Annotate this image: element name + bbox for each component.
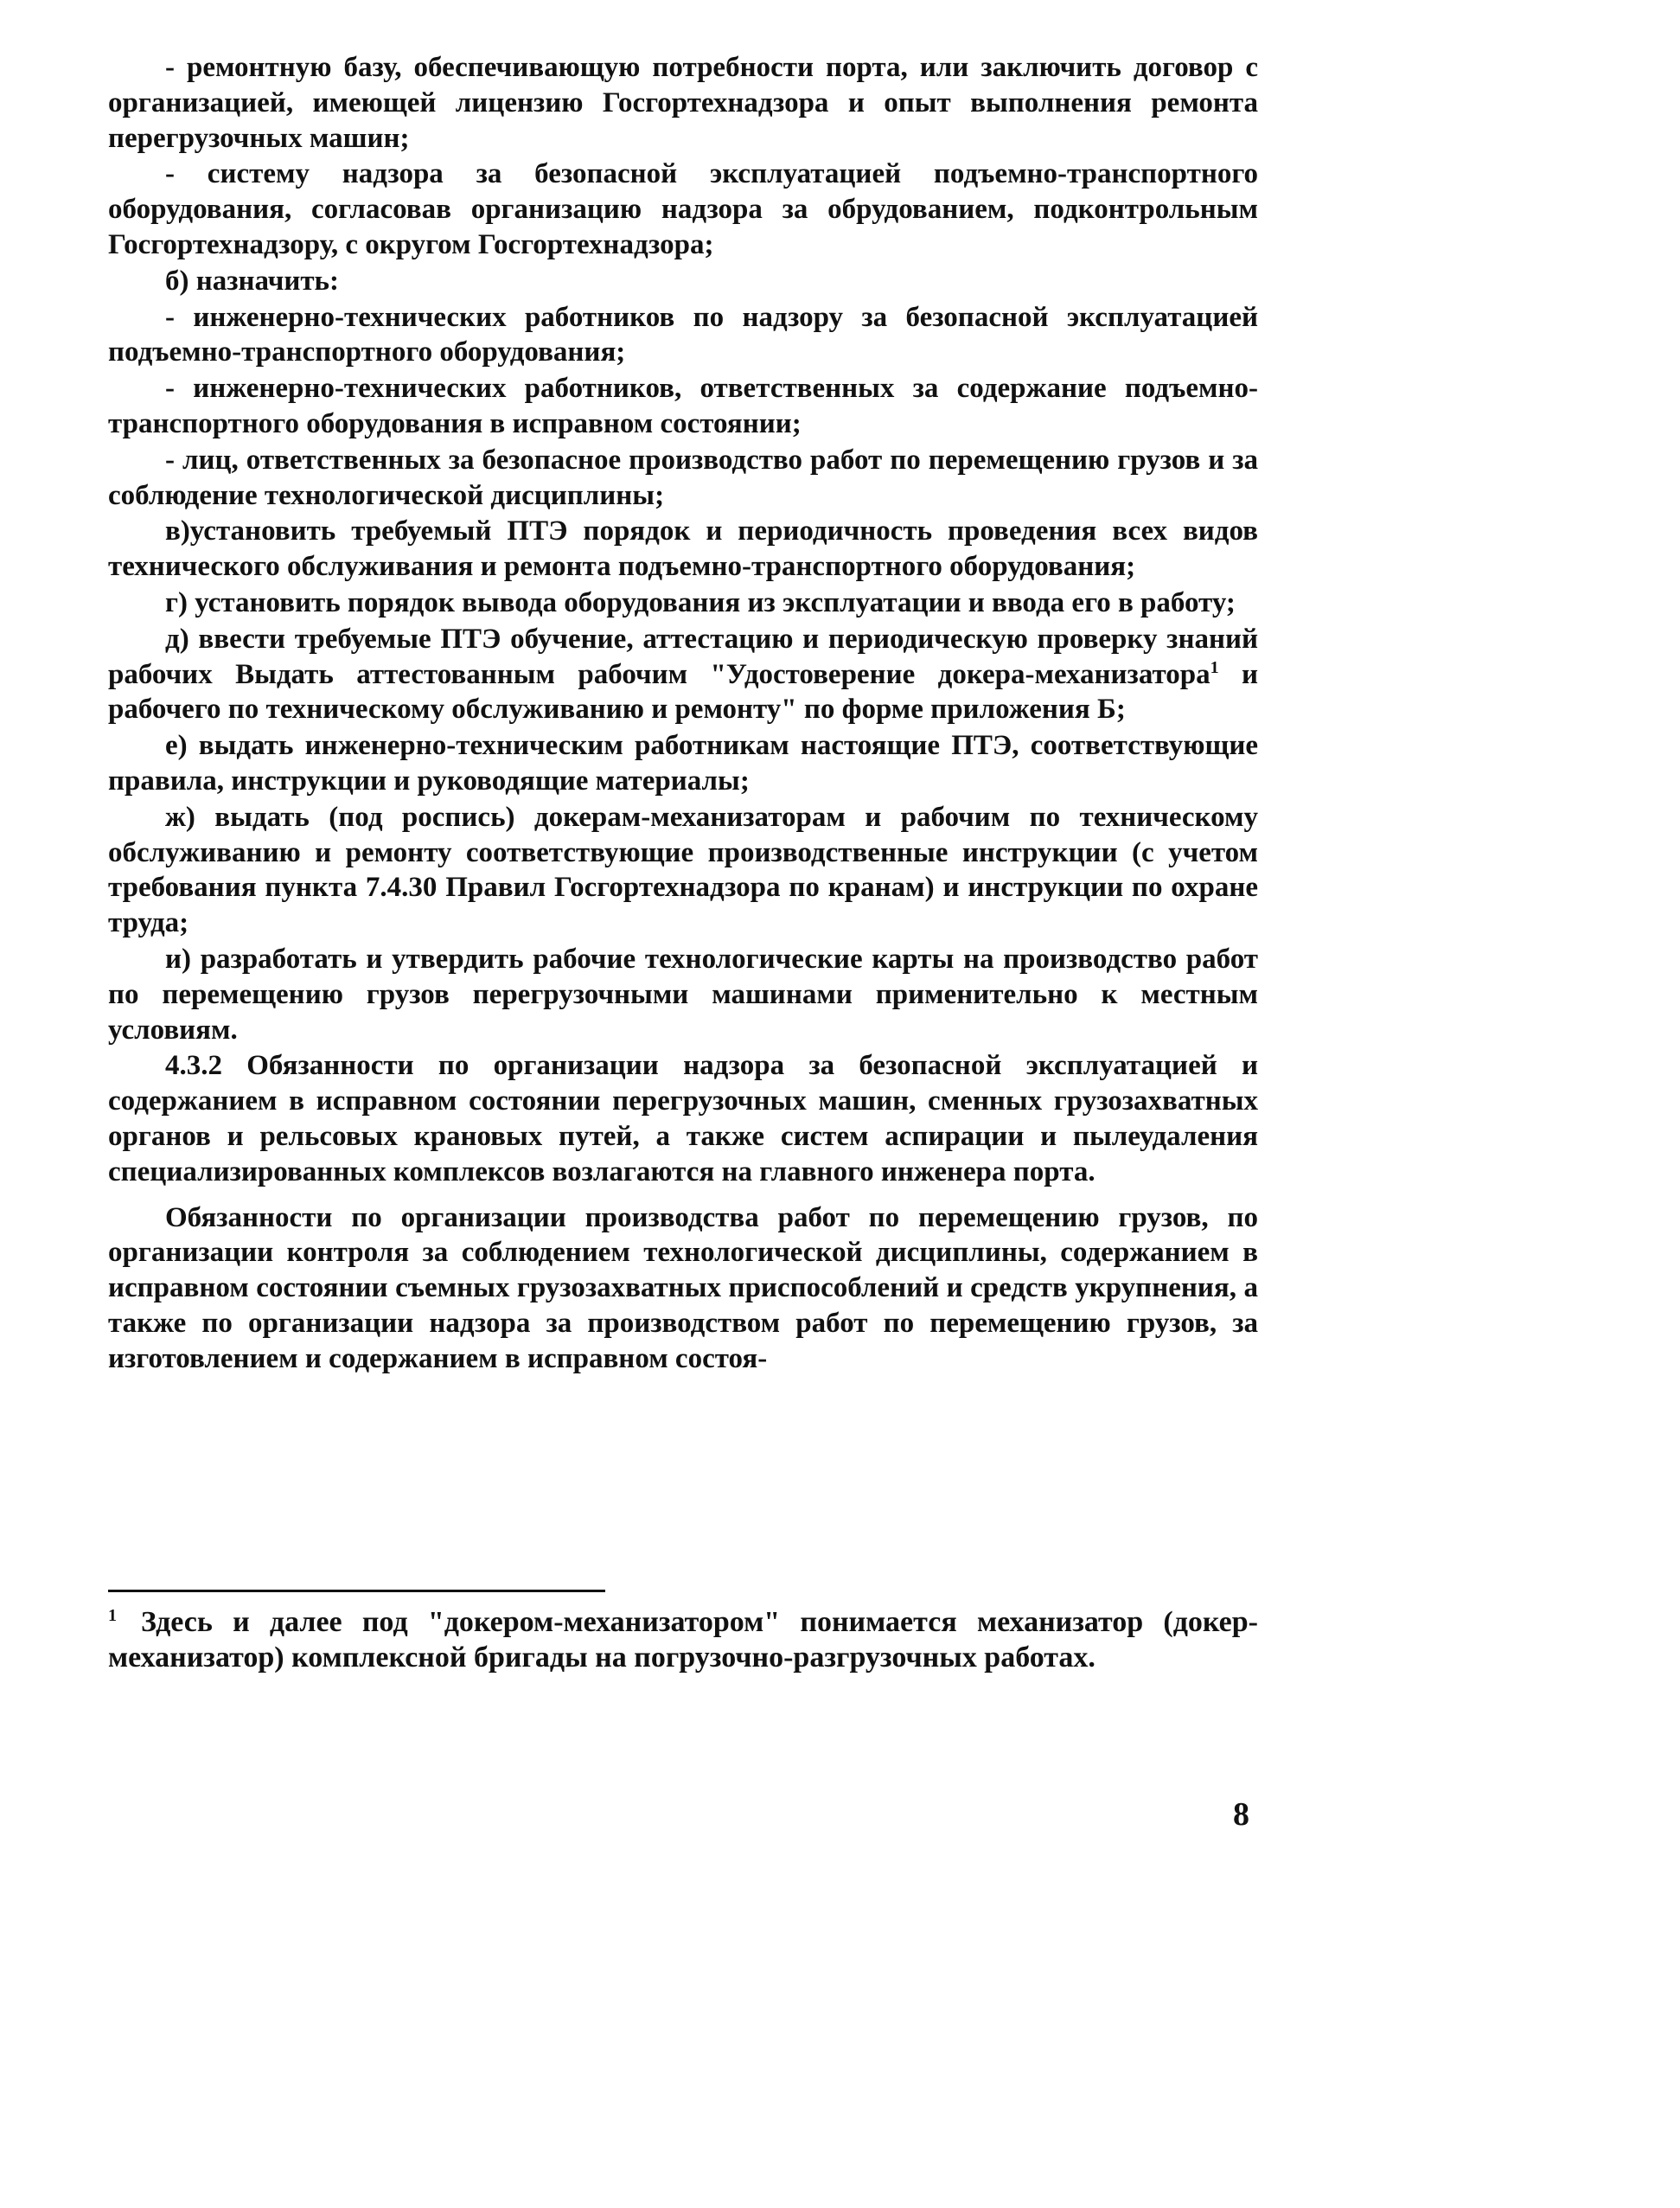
paragraph-repair-base: - ремонтную базу, обеспечивающую потребности порта, или заключить договор с организацией, имеющей лицензию Госгортехнадзора и опыт выполнения ремонта перегрузочных машин; — [108, 52, 1258, 154]
footnote-mark: 1 — [108, 1605, 117, 1625]
paragraph-responsible-persons: - лиц, ответственных за безопасное производство работ по перемещению грузов и за соблюдение технологической дисциплины; — [108, 444, 1258, 511]
paragraph-decommission-order: г) установить порядок вывода оборудования из эксплуатации и ввода его в работу; — [165, 586, 1236, 618]
paragraph-issue-instructions: ж) выдать (под роспись) докерам-механизаторам и рабочим по техническому обслуживанию и ремонту соответствующие производственные инструкции (с учетом требования пункта 7.4.30 Правил Госгортехнадзора по кранам) и инструкции по охране труда; — [108, 801, 1258, 939]
paragraph-training — [108, 622, 1258, 727]
paragraph-technological-maps: и) разработать и утвердить рабочие технологические карты на производство работ по перемещению грузов перегрузочными машинами применительно к местным условиям. — [108, 943, 1258, 1046]
paragraph-training-text-end: и рабочего по техническому обслуживанию и ремонту" по форме приложения Б; — [108, 658, 1258, 726]
body-text — [108, 50, 1258, 1377]
footnote-reference: 1 — [1210, 657, 1219, 677]
paragraph-issue-documents: е) выдать инженерно-техническим работникам настоящие ПТЭ, соответствующие правила, инструкции и руководящие материалы; — [108, 730, 1258, 797]
page-number: 8 — [1233, 1796, 1249, 1833]
footnote-divider — [108, 1590, 605, 1592]
footnote-text: Здесь и далее под "докером-механизатором" понимается механизатор (докер-механизатор) комплексной бригады на погрузочно-разгрузочных работах. — [108, 1606, 1258, 1674]
footnote — [108, 1604, 1258, 1675]
paragraph-engineers-maintenance: - инженерно-технических работников, ответственных за содержание подъемно-транспортного оборудования в исправном состоянии; — [108, 373, 1258, 439]
paragraph-assign-heading: б) назначить: — [165, 265, 339, 297]
paragraph-engineers-supervision: - инженерно-технических работников по надзору за безопасной эксплуатацией подъемно-транспортного оборудования; — [108, 301, 1258, 368]
paragraph-training-text: д) ввести требуемые ПТЭ обучение, аттестацию и периодическую проверку знаний рабочих Выдать аттестованным рабочим "Удостоверение докера-механизатора — [108, 623, 1258, 690]
paragraph-work-organization: Обязанности по организации производства работ по перемещению грузов, по организации контроля за соблюдением технологической дисциплины, содержанием в исправном состоянии съемных грузозахватных приспособлений и средств укрупнения, а также по организации надзора за производством работ по перемещению грузов, за изготовлением и содержанием в исправном состоя- — [108, 1201, 1258, 1374]
paragraph-maintenance-order: в)установить требуемый ПТЭ порядок и периодичность проведения всех видов технического обслуживания и ремонта подъемно-транспортного оборудования; — [108, 515, 1258, 583]
paragraph-supervision-system: - систему надзора за безопасной эксплуатацией подъемно-транспортного оборудования, согласовав организацию надзора за обрудованием, подконтрольным Госгортехнадзору, с округом Госгортехнадзора; — [108, 158, 1258, 260]
paragraph-section-4-3-2: 4.3.2 Обязанности по организации надзора за безопасной эксплуатацией и содержанием в исправном состоянии перегрузочных машин, сменных грузозахватных органов и рельсовых крановых путей, а также систем аспирации и пылеудаления специализированных комплексов возлагаются на главного инженера порта. — [108, 1050, 1258, 1187]
